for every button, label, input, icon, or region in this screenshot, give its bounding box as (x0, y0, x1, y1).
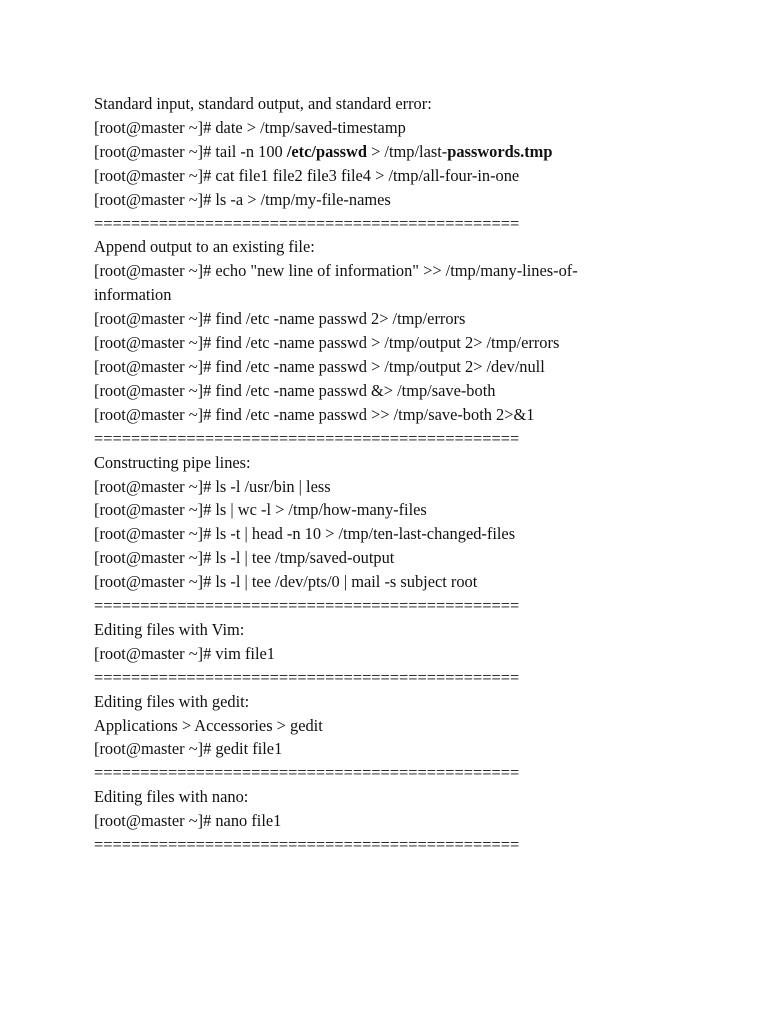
bold-path: /etc/passwd (286, 141, 367, 161)
section-gedit (94, 690, 694, 786)
command-line: [root@master ~]# cat file1 file2 file3 file4 > /tmp/all-four-in-one (94, 165, 520, 185)
command-line: [root@master ~]# nano file1 (94, 811, 282, 831)
section-append-output (94, 235, 694, 450)
separator-line: ============================================== (94, 596, 520, 616)
section-standard-io (94, 92, 694, 235)
command-line: [root@master ~]# ls -l | tee /tmp/saved-output (94, 548, 395, 568)
document-page (94, 92, 694, 857)
command-text: > /tmp/last- (366, 141, 448, 161)
menu-path-line: Applications > Accessories > gedit (94, 715, 323, 735)
command-line: [root@master ~]# gedit file1 (94, 739, 283, 759)
section-heading: Standard input, standard output, and standard error: (94, 94, 432, 113)
section-vim (94, 618, 694, 690)
command-line: [root@master ~]# find /etc -name passwd > /tmp/output 2> /tmp/errors (94, 333, 560, 353)
command-line: [root@master ~]# ls -l /usr/bin | less (94, 476, 331, 496)
command-line: [root@master ~]# vim file1 (94, 643, 275, 663)
bold-filename: passwords.tmp (447, 141, 553, 161)
section-heading: Editing files with Vim: (94, 619, 245, 639)
separator-line: ============================================== (94, 667, 520, 687)
separator-line: ============================================== (94, 428, 520, 448)
command-line: [root@master ~]# ls -l | tee /dev/pts/0 | mail -s subject root (94, 572, 478, 592)
separator-line: ============================================== (94, 763, 520, 783)
section-heading: Editing files with nano: (94, 787, 249, 807)
command-line: [root@master ~]# echo "new line of information" >> /tmp/many-lines-of-information (94, 261, 578, 305)
section-heading: Editing files with gedit: (94, 691, 250, 711)
command-line: [root@master ~]# find /etc -name passwd 2> /tmp/errors (94, 309, 466, 329)
separator-line: ============================================== (94, 835, 520, 855)
command-line: [root@master ~]# find /etc -name passwd &> /tmp/save-both (94, 380, 496, 400)
separator-line: ============================================== (94, 213, 520, 233)
command-line (94, 140, 694, 164)
command-text: [root@master ~]# tail -n 100 (94, 141, 287, 161)
command-line: [root@master ~]# find /etc -name passwd >> /tmp/save-both 2>&1 (94, 404, 535, 424)
command-line: [root@master ~]# date > /tmp/saved-timestamp (94, 117, 406, 137)
command-line: [root@master ~]# find /etc -name passwd > /tmp/output 2> /dev/null (94, 356, 545, 376)
section-nano (94, 785, 694, 857)
command-line: [root@master ~]# ls -a > /tmp/my-file-names (94, 189, 391, 209)
command-line: [root@master ~]# ls | wc -l > /tmp/how-many-files (94, 500, 427, 520)
section-heading: Append output to an existing file: (94, 237, 315, 257)
section-pipe-lines (94, 451, 694, 618)
section-heading: Constructing pipe lines: (94, 452, 251, 472)
command-line: [root@master ~]# ls -t | head -n 10 > /tmp/ten-last-changed-files (94, 524, 516, 544)
